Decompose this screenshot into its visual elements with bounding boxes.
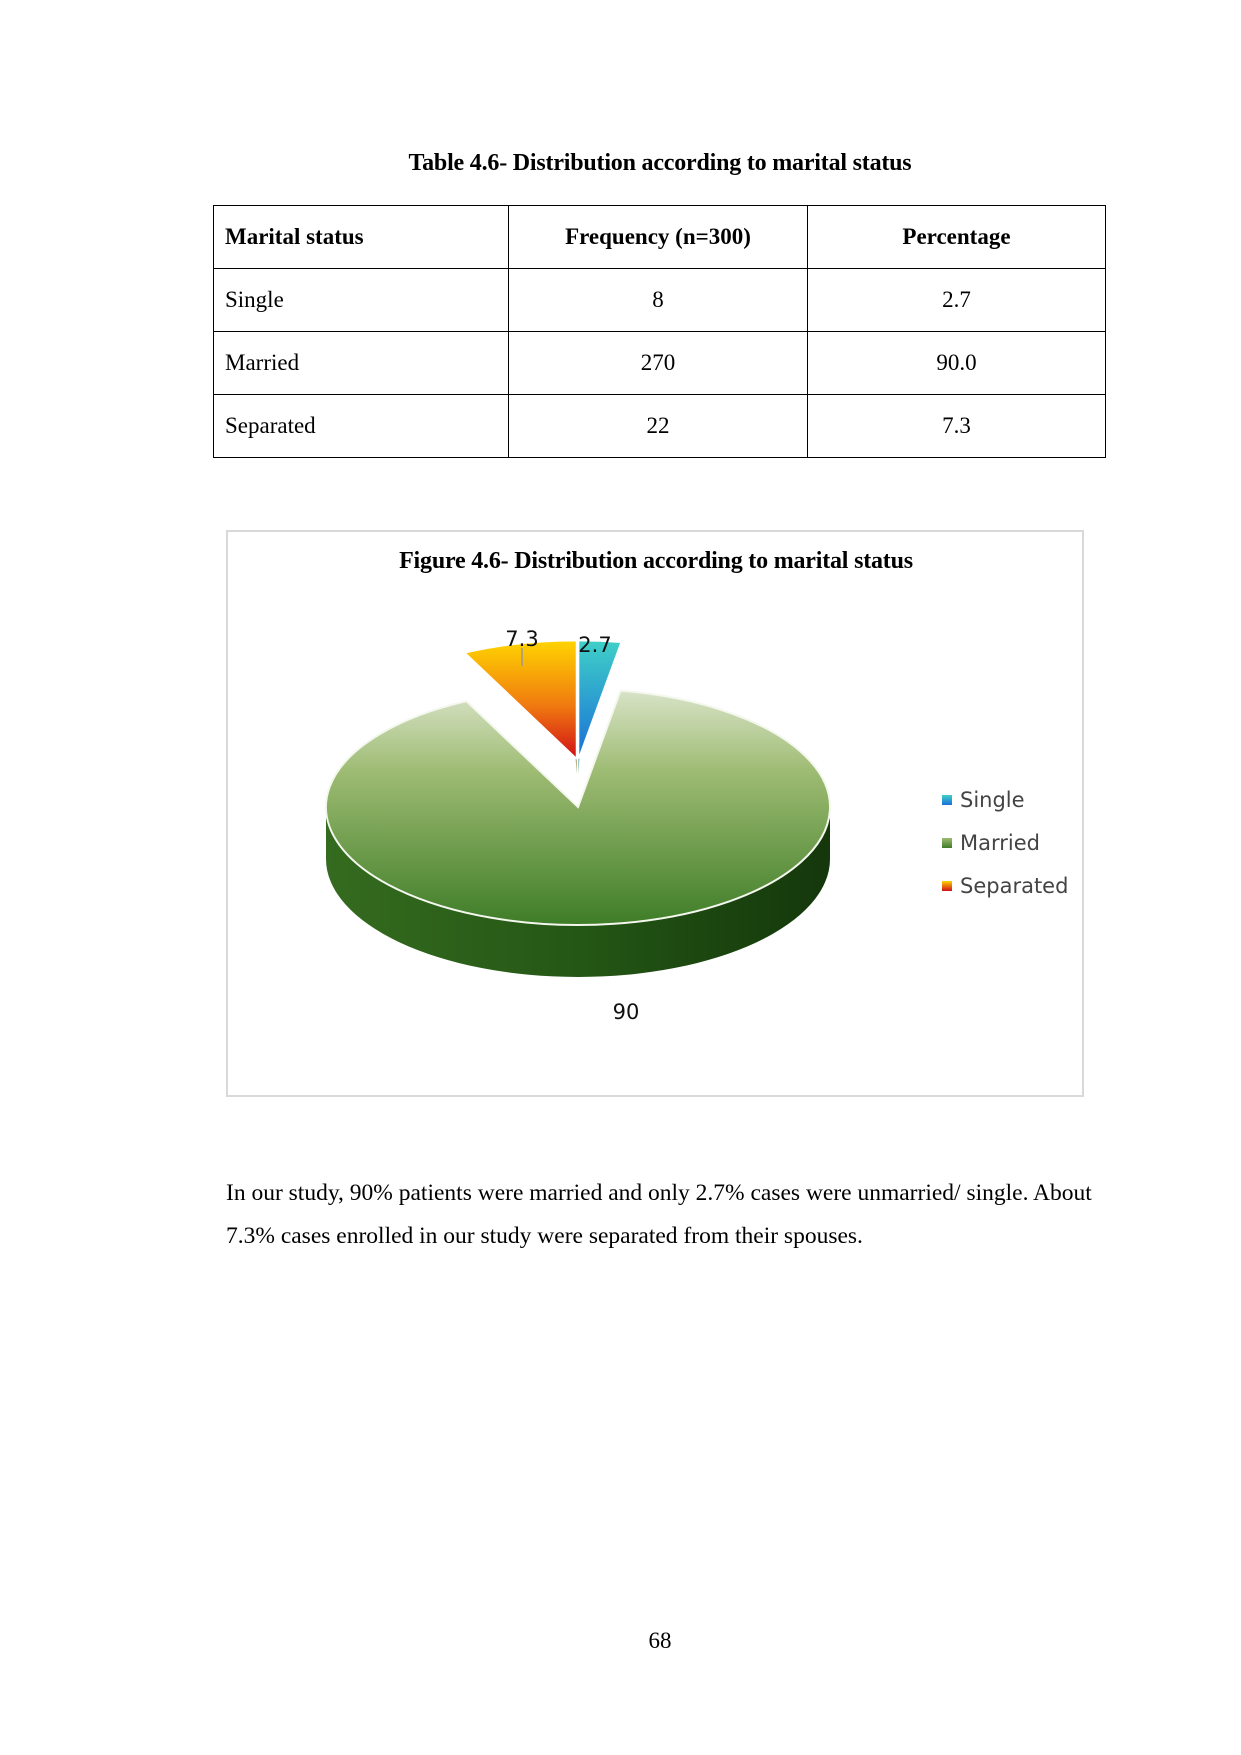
legend-swatch <box>942 838 952 848</box>
cell-status: Married <box>214 332 509 395</box>
legend-swatch <box>942 795 952 805</box>
cell-frequency: 270 <box>509 332 808 395</box>
legend-item-separated <box>942 864 1068 907</box>
legend-item-single <box>942 778 1068 821</box>
data-label-separated: 7.3 <box>505 627 539 651</box>
cell-frequency: 22 <box>509 395 808 458</box>
legend-label: Separated <box>960 873 1069 898</box>
cell-status: Single <box>214 269 509 332</box>
cell-percentage: 90.0 <box>808 332 1106 395</box>
data-label-married: 90 <box>612 1000 640 1024</box>
legend-item-married <box>942 821 1068 864</box>
chart-legend <box>942 778 1068 907</box>
header-percentage: Percentage <box>808 206 1106 269</box>
cell-percentage: 7.3 <box>808 395 1106 458</box>
table-title: Table 4.6- Distribution according to marital status <box>408 150 912 176</box>
cell-status: Separated <box>214 395 509 458</box>
header-marital-status: Marital status <box>214 206 509 269</box>
page-number: 68 <box>648 1628 672 1653</box>
legend-swatch <box>942 881 952 891</box>
body-paragraph: In our study, 90% patients were married and only 2.7% cases were unmarried/ single. About 7.3% cases enrolled in our study were separated from their spouses. <box>226 1180 1092 1249</box>
cell-percentage: 2.7 <box>808 269 1106 332</box>
legend-label: Married <box>960 830 1040 855</box>
header-frequency: Frequency (n=300) <box>509 206 808 269</box>
data-label-single: 2.7 <box>578 633 612 657</box>
legend-label: Single <box>960 787 1025 812</box>
cell-frequency: 8 <box>509 269 808 332</box>
figure-title: Figure 4.6- Distribution according to marital status <box>399 548 913 574</box>
